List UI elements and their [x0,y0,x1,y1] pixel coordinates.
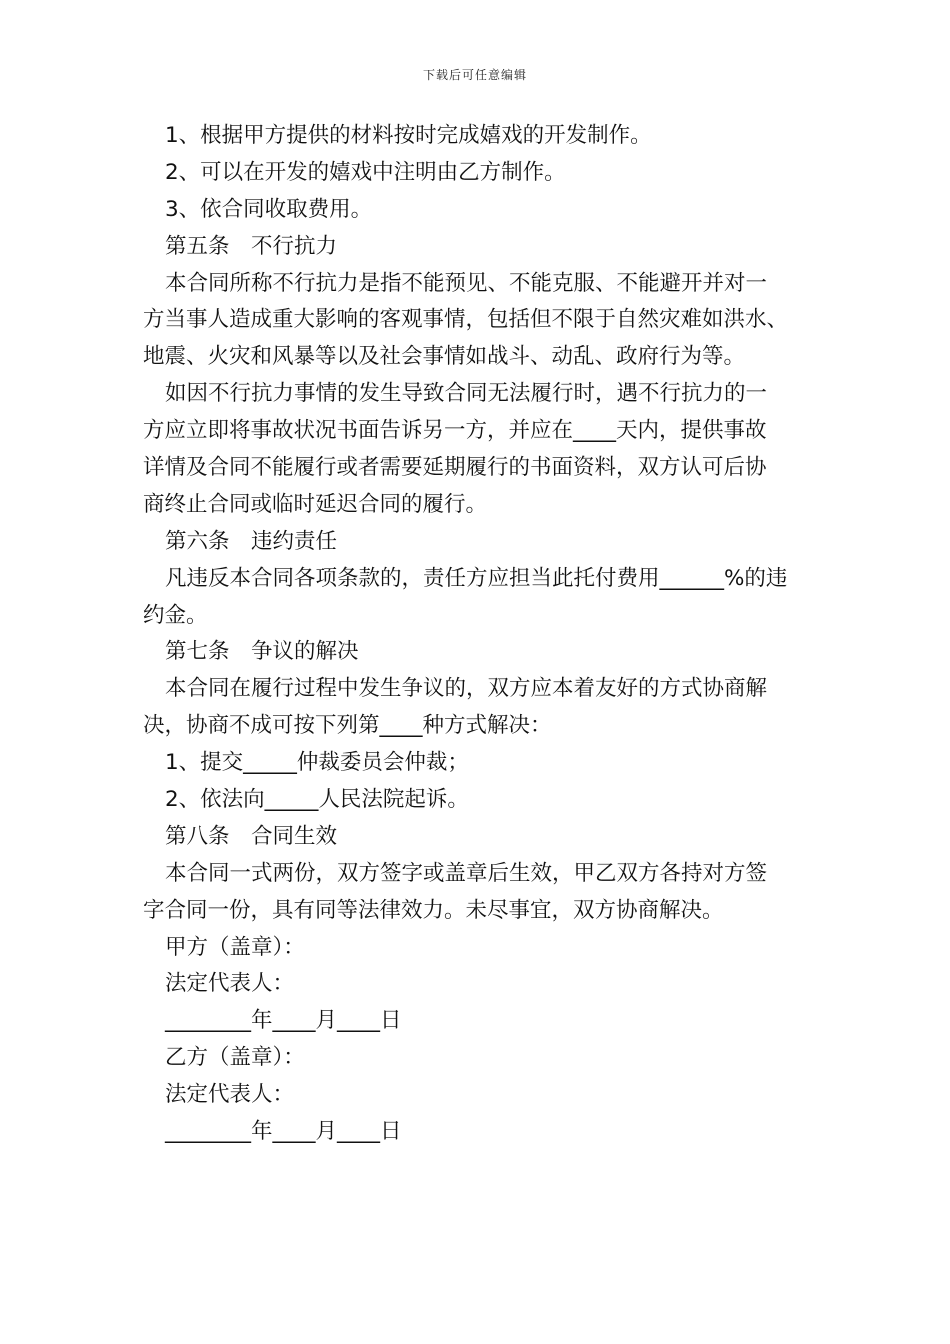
document-line: 第五条 不行抗力 [165,233,338,259]
document-line: 1、根据甲方提供的材料按时完成嬉戏的开发制作。 [165,123,652,148]
document-line: 第六条 违约责任 [165,528,338,554]
document-line: 法定代表人： [165,1082,295,1108]
document-line: 第七条 争议的解决 [165,639,359,665]
document-body [143,118,833,1151]
document-line: 方应立即将事故状况书面告诉另一方，并应在____天内，提供事故 [143,418,767,444]
document-line: 3、依合同收取费用。 [165,196,373,222]
document-line: ________年____月____日 [165,1008,402,1034]
document-line: 凡违反本合同各项条款的，责任方应担当此托付费用______%的违 [165,565,788,591]
document-line: 方当事人造成重大影响的客观事情，包括但不限于自然灾难如洪水、 [143,307,789,333]
document-line: 字合同一份，具有同等法律效力。未尽事宜，双方协商解决。 [143,897,724,923]
document-line: 2、可以在开发的嬉戏中注明由乙方制作。 [165,159,566,185]
document-line: 第八条 合同生效 [165,823,338,849]
document-line: 2、依法向_____人民法院起诉。 [165,787,469,813]
document-line: 商终止合同或临时延迟合同的履行。 [143,491,488,517]
document-line: ________年____月____日 [165,1119,402,1145]
document-line: 乙方（盖章）： [165,1045,305,1071]
document-line: 甲方（盖章）： [165,934,305,960]
document-line: 本合同所称不行抗力是指不能预见、不能克服、不能避开并对一 [165,270,768,296]
document-line: 如因不行抗力事情的发生导致合同无法履行时，遇不行抗力的一 [165,381,768,407]
document-line: 本合同一式两份，双方签字或盖章后生效，甲乙双方各持对方签 [165,860,768,886]
document-line: 1、提交_____仲裁委员会仲裁； [165,750,469,776]
document-line: 本合同在履行过程中发生争议的，双方应本着友好的方式协商解 [165,676,768,702]
document-line: 详情及合同不能履行或者需要延期履行的书面资料，双方认可后协 [143,455,767,481]
document-line: 决，协商不成可按下列第____种方式解决： [143,713,552,739]
document-line: 法定代表人： [165,971,295,997]
document-line: 地震、火灾和风暴等以及社会事情如战斗、动乱、政府行为等。 [143,344,746,370]
document-line: 约金。 [143,602,208,628]
page-header-note: 下载后可任意编辑 [422,68,527,82]
